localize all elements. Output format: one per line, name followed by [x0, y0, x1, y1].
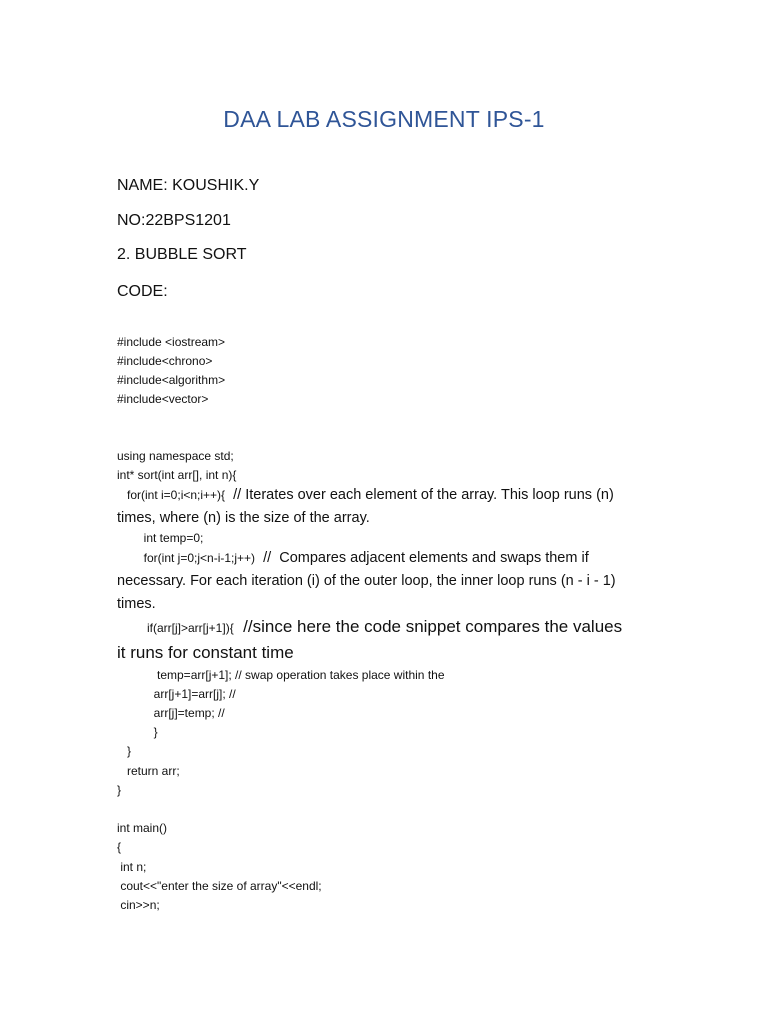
main-signature-line: int main()	[117, 821, 168, 835]
outer-for-line	[117, 487, 614, 503]
outer-for-comment-continued: times, where (n) is the size of the array.	[117, 510, 370, 526]
inner-for-comment	[255, 550, 589, 566]
student-number: NO:22BPS1201	[117, 212, 231, 229]
page-title: DAA LAB ASSIGNMENT IPS-1	[223, 106, 545, 132]
outer-for-code: for(int i=0;i<n;i++){	[117, 488, 226, 502]
if-comment-text: //since here the code snippet compares the values	[243, 617, 623, 636]
outer-for-comment-text: // Iterates over each element of the array. This loop runs (n)	[233, 487, 614, 503]
inner-for-comment-continued: necessary. For each iteration (i) of the outer loop, the inner loop runs (n - i - 1)	[117, 573, 616, 589]
swap-line: arr[j]=temp; //	[117, 706, 225, 720]
include-line: #include <iostream>	[117, 335, 226, 349]
main-open-brace-line: {	[117, 840, 122, 854]
inner-for-line	[117, 550, 589, 566]
include-line: #include<algorithm>	[117, 373, 226, 387]
swap-line: temp=arr[j+1]; // swap operation takes place within the	[117, 668, 445, 682]
inner-for-code: for(int j=0;j<n-i-1;j++)	[117, 551, 256, 565]
assignment-topic: 2. BUBBLE SORT	[117, 246, 247, 263]
if-code: if(arr[j]>arr[j+1]){	[117, 621, 234, 635]
swap-line: arr[j+1]=arr[j]; //	[117, 687, 236, 701]
include-line: #include<vector>	[117, 392, 209, 406]
closing-brace-line: }	[117, 744, 132, 758]
closing-brace-line: }	[117, 783, 122, 797]
sort-signature-line: int* sort(int arr[], int n){	[117, 468, 237, 482]
outer-for-comment	[225, 487, 614, 503]
code-label: CODE:	[117, 283, 168, 300]
if-comment-continued: it runs for constant time	[117, 643, 294, 662]
cout-line: cout<<"enter the size of array"<<endl;	[117, 879, 322, 893]
inner-for-comment-text: // Compares adjacent elements and swaps them if	[263, 550, 589, 566]
inner-for-comment-continued: times.	[117, 596, 156, 612]
temp-declaration-line: int temp=0;	[117, 531, 204, 545]
include-line: #include<chrono>	[117, 354, 213, 368]
return-line: return arr;	[117, 764, 180, 778]
student-name: NAME: KOUSHIK.Y	[117, 177, 260, 194]
int-n-line: int n;	[117, 860, 147, 874]
closing-brace-line: }	[117, 725, 158, 739]
if-line	[117, 619, 622, 636]
cin-line: cin>>n;	[117, 898, 160, 912]
if-comment	[234, 617, 622, 636]
using-namespace-line: using namespace std;	[117, 449, 234, 463]
